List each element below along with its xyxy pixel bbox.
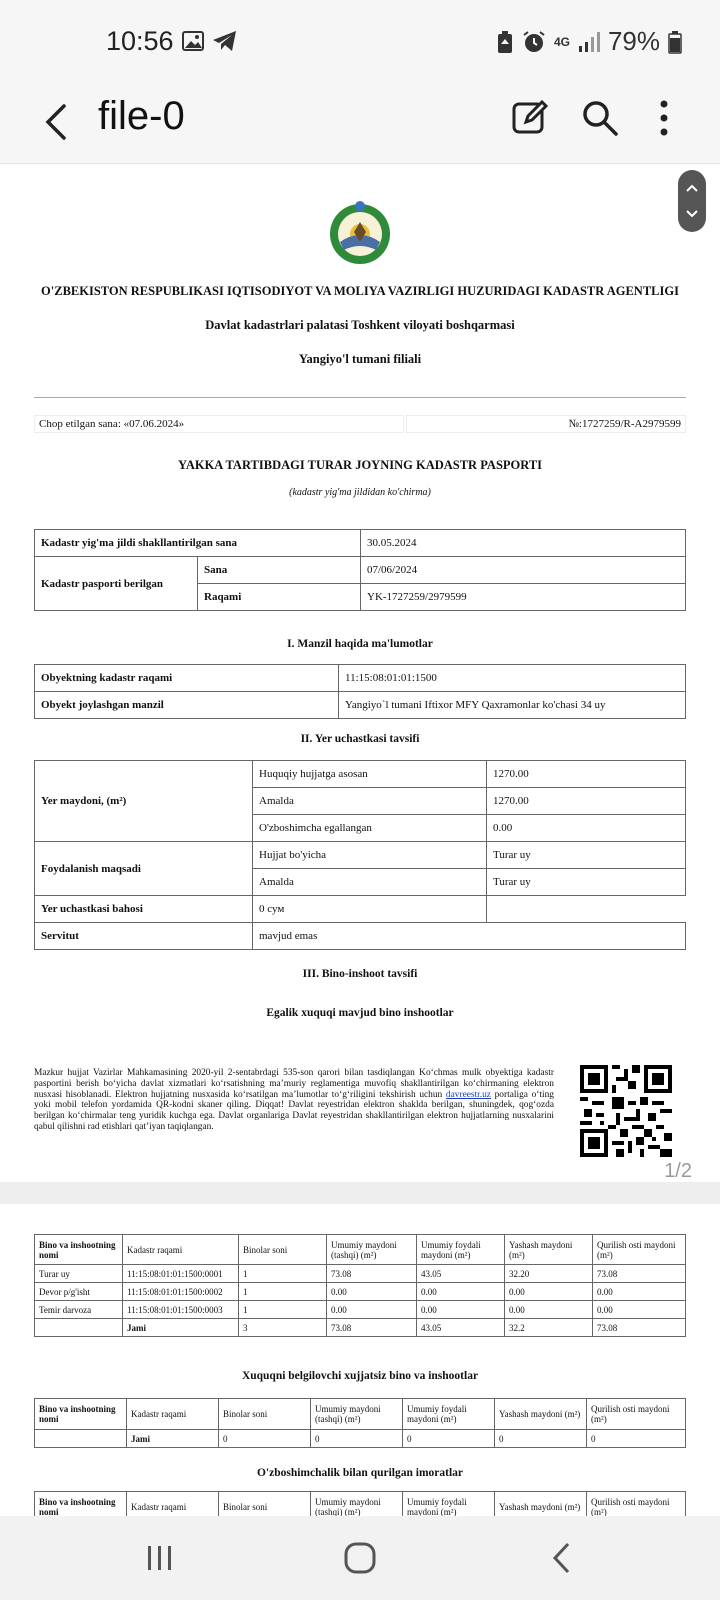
header-cell: Bino va inshootning nomi (35, 1399, 127, 1430)
battery-percent: 79% (607, 26, 660, 56)
header-cell: Umumiy maydoni (tashqi) (m²) (327, 1235, 417, 1265)
legal-label: Huquqiy hujjatga asosan (253, 761, 487, 788)
date-label: Sana (198, 557, 361, 584)
recent-apps-icon[interactable] (144, 1542, 176, 1574)
header-cell: Bino va inshootning nomi (35, 1492, 127, 1517)
header-cell: Umumiy maydoni (tashqi) (m²) (311, 1492, 403, 1517)
chevron-up-icon[interactable] (678, 174, 706, 202)
status-bar (0, 0, 720, 86)
cell: 3 (239, 1319, 327, 1337)
chevron-down-icon[interactable] (678, 200, 706, 228)
alarm-icon (522, 30, 546, 54)
header-cell: Umumiy foydali maydoni (m²) (403, 1492, 495, 1517)
actual-value: 1270.00 (487, 788, 686, 815)
state-emblem-icon (326, 198, 394, 266)
qr-code[interactable] (580, 1065, 672, 1157)
land-value-label: Yer uchastkasi bahosi (35, 896, 253, 923)
header-cell: Umumiy maydoni (tashqi) (m²) (311, 1399, 403, 1430)
number-label: Raqami (198, 584, 361, 611)
table-row (35, 1301, 686, 1319)
page-indicator: 1/2 (664, 1160, 692, 1182)
total-row (35, 1319, 686, 1337)
battery-saver-icon (496, 30, 514, 54)
cell: 0.00 (417, 1283, 505, 1301)
cell: Jami (123, 1319, 239, 1337)
cell: 1 (239, 1301, 327, 1319)
header-cell: Bino va inshootning nomi (35, 1235, 123, 1265)
app-bar (0, 86, 720, 164)
land-table (34, 760, 686, 950)
header-cell: Umumiy foydali maydoni (m²) (403, 1399, 495, 1430)
cell: 11:15:08:01:01:1500:0001 (123, 1265, 239, 1283)
cell: 43.05 (417, 1319, 505, 1337)
header-cell: Qurilish osti maydoni (m²) (593, 1235, 686, 1265)
created-label: Kadastr yig'ma jildi shakllantirilgan sana (35, 530, 361, 557)
cell (35, 1430, 127, 1448)
undoc-header-row (35, 1399, 686, 1430)
area-label: Yer maydoni, (m²) (35, 761, 253, 842)
section3-subtitle: Egalik xuquqi mavjud bino inshootlar (266, 1007, 454, 1019)
cell: 0 (311, 1430, 403, 1448)
header-cell: Yashash maydoni (m²) (495, 1399, 587, 1430)
cell: 0.00 (593, 1301, 686, 1319)
cell: 0 (495, 1430, 587, 1448)
search-icon[interactable] (580, 98, 620, 138)
cell: 73.08 (327, 1265, 417, 1283)
buildings-table (34, 1234, 686, 1337)
cell (35, 1319, 123, 1337)
file-title: file-0 (98, 94, 185, 138)
use-doc-label: Hujjat bo'yicha (253, 842, 487, 869)
cell: 0.00 (417, 1301, 505, 1319)
land-value-value: 0 сум (253, 896, 487, 923)
network-type: 4G (553, 34, 570, 49)
servitude-value: mavjud emas (253, 923, 686, 950)
legal-notice (34, 1068, 554, 1133)
agency-heading: O'ZBEKISTON RESPUBLIKASI IQTISODIYOT VA MOLIYA VAZIRLIGI HUZURIDAGI KADASTR AGENTLIGI (41, 284, 679, 298)
header-cell: Kadastr raqami (127, 1492, 219, 1517)
header-cell: Qurilish osti maydoni (m²) (587, 1399, 686, 1430)
cell: 43.05 (417, 1265, 505, 1283)
cell: 0 (587, 1430, 686, 1448)
home-icon[interactable] (342, 1540, 378, 1576)
date-value: 07/06/2024 (361, 557, 686, 584)
undocumented-title: Xuquqni belgilovchi xujjatsiz bino va inshootlar (241, 1370, 479, 1382)
buildings-header-row (35, 1235, 686, 1265)
extra-value: 0.00 (487, 815, 686, 842)
document-title: YAKKA TARTIBDAGI TURAR JOYNING KADASTR PASPORTI (177, 458, 543, 472)
section3-title: III. Bino-inshoot tavsifi (302, 968, 418, 980)
branch-heading: Yangiyo'l tumani filiali (298, 352, 422, 366)
cell: 73.08 (593, 1319, 686, 1337)
cadastre-value: 11:15:08:01:01:1500 (339, 665, 686, 692)
undocumented-table (34, 1398, 686, 1448)
table-row (35, 1265, 686, 1283)
telegram-icon (212, 30, 238, 52)
cell: 0.00 (505, 1301, 593, 1319)
illegal-buildings-table (34, 1491, 686, 1516)
header-cell: Umumiy foydali maydoni (m²) (417, 1235, 505, 1265)
empty-cell (487, 896, 686, 923)
section1-title: I. Manzil haqida ma'lumotlar (287, 638, 433, 650)
legal-value: 1270.00 (487, 761, 686, 788)
back-nav-icon[interactable] (548, 1540, 576, 1576)
battery-icon (668, 30, 682, 54)
cell: 1 (239, 1265, 327, 1283)
cell: 0.00 (505, 1283, 593, 1301)
cell: 32.2 (505, 1319, 593, 1337)
servitude-label: Servitut (35, 923, 253, 950)
address-table (34, 664, 686, 719)
number-value: YK-1727259/2979599 (361, 584, 686, 611)
cell: Temir darvoza (35, 1301, 123, 1319)
header-cell: Kadastr raqami (123, 1235, 239, 1265)
illegal-header-row (35, 1492, 686, 1517)
gallery-icon (182, 30, 204, 52)
print-date: Chop etilgan sana: «07.06.2024» (34, 415, 404, 433)
section2-title: II. Yer uchastkasi tavsifi (300, 733, 420, 745)
address-value: Yangiyo`l tumani Iftixor MFY Qaxramonlar ko'chasi 34 uy (339, 692, 686, 719)
legal-text-2: portaliga o‘ting yoki mobil telefon yordamida QR-kodni skaner qiling. Diqqat! Davlat reyestridan elektron shaklda berilgan, shuningdek, qog‘ozda berilgan ko‘chirmalar teng yuridik kuchga ega. Davlat organlariga Davlat reyestridan shakllantirilgan elektron hujjatlarning nusxalarini qabul qilishni rad etishlari qat’iyan taqiqlangan. (34, 1089, 554, 1132)
more-options-icon[interactable] (644, 98, 684, 138)
use-actual-value: Turar uy (487, 869, 686, 896)
header-cell: Kadastr raqami (127, 1399, 219, 1430)
cell: Jami (127, 1430, 219, 1448)
cell: Turar uy (35, 1265, 123, 1283)
extra-label: O'zboshimcha egallangan (253, 815, 487, 842)
edit-icon[interactable] (510, 98, 550, 138)
navigation-bar (0, 1516, 720, 1600)
header-cell: Yashash maydoni (m²) (495, 1492, 587, 1517)
legal-text-1: Mazkur hujjat Vazirlar Mahkamasining 2020-yil 2-sentabrdagi 535-son qarori bilan tasdiqlangan Ko‘chmas mulk obyektiga kadastr pasportini berish bo‘yicha davlat xizmatlari ko‘rsatishning ma’muriy reglamentiga muvofiq shakllantirilgan ko‘chirmaning elektron nusxasi hisoblanadi. Elektron hujjatning nusxasida ko‘rsatilgan ma’lumotlar to‘g‘riligini tekshirish uchun (34, 1068, 554, 1100)
table-row (35, 1283, 686, 1301)
document-page-2 (0, 1204, 720, 1516)
davreestr-link[interactable]: davreestr.uz (445, 1089, 491, 1100)
header-cell: Binolar soni (219, 1399, 311, 1430)
page-separator (0, 1182, 720, 1204)
clock: 10:56 (106, 26, 174, 56)
cell: 73.08 (327, 1319, 417, 1337)
cell: 0 (219, 1430, 311, 1448)
cell: 73.08 (593, 1265, 686, 1283)
document-number: №:1727259/R-A2979599 (406, 415, 686, 433)
total-row (35, 1430, 686, 1448)
cell: 32.20 (505, 1265, 593, 1283)
divider (34, 397, 686, 398)
use-actual-label: Amalda (253, 869, 487, 896)
cell: 11:15:08:01:01:1500:0003 (123, 1301, 239, 1319)
cell: 0.00 (327, 1283, 417, 1301)
header-cell: Yashash maydoni (m²) (505, 1235, 593, 1265)
chamber-heading: Davlat kadastrlari palatasi Toshkent viloyati boshqarmasi (205, 318, 515, 332)
document-subtitle: (kadastr yig'ma jildidan ko'chirma) (289, 487, 431, 498)
illegal-buildings-title: O'zboshimchalik bilan qurilgan imoratlar (256, 1467, 464, 1479)
header-cell: Qurilish osti maydoni (m²) (587, 1492, 686, 1517)
use-label: Foydalanish maqsadi (35, 842, 253, 896)
cell: 1 (239, 1283, 327, 1301)
fast-scroll-handle[interactable] (678, 170, 706, 232)
signal-icon (578, 31, 600, 53)
cell: Devor p/g'isht (35, 1283, 123, 1301)
summary-table (34, 529, 686, 611)
address-label: Obyekt joylashgan manzil (35, 692, 339, 719)
cell: 11:15:08:01:01:1500:0002 (123, 1283, 239, 1301)
header-cell: Binolar soni (239, 1235, 327, 1265)
back-arrow-icon[interactable] (38, 100, 78, 144)
document-page-1 (0, 165, 720, 1182)
cell: 0.00 (593, 1283, 686, 1301)
header-cell: Binolar soni (219, 1492, 311, 1517)
use-doc-value: Turar uy (487, 842, 686, 869)
actual-label: Amalda (253, 788, 487, 815)
created-value: 30.05.2024 (361, 530, 686, 557)
cadastre-label: Obyektning kadastr raqami (35, 665, 339, 692)
issued-label: Kadastr pasporti berilgan (35, 557, 198, 611)
cell: 0 (403, 1430, 495, 1448)
cell: 0.00 (327, 1301, 417, 1319)
